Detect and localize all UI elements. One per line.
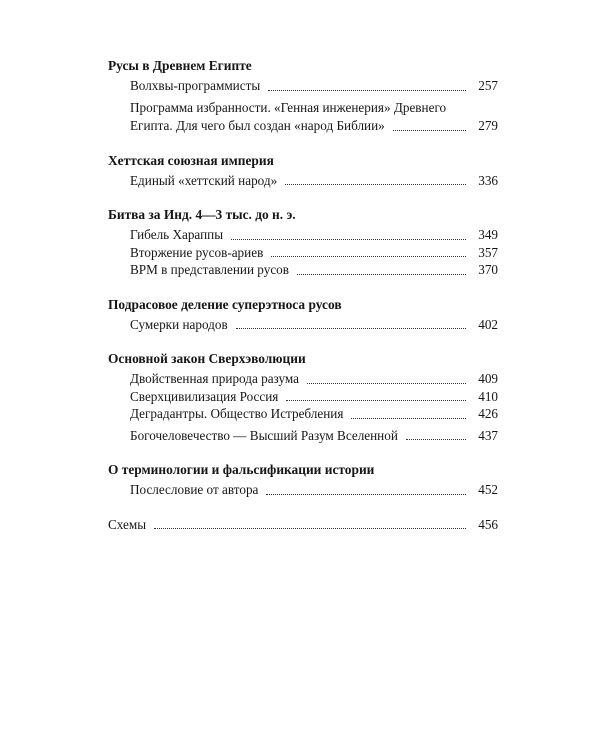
section-title: О терминологии и фальсификации истории	[108, 462, 375, 477]
toc-entry[interactable]	[130, 405, 498, 423]
page-number: 257	[478, 78, 498, 93]
page-number: 349	[478, 227, 498, 242]
toc-entry[interactable]	[130, 99, 498, 135]
page-number: 370	[478, 262, 498, 277]
page-number: 409	[478, 371, 498, 386]
page-number: 357	[478, 244, 498, 260]
dot-leader	[351, 418, 466, 419]
toc-entry[interactable]	[130, 370, 498, 388]
page-number: 402	[478, 316, 498, 332]
dot-leader	[307, 383, 466, 384]
toc-entry[interactable]	[130, 77, 498, 95]
section-title: Хеттская союзная империя	[108, 152, 274, 168]
toc-entry-schemes[interactable]	[108, 516, 498, 534]
entry-title-line-2: Египта. Для чего был создан «народ Библии»	[130, 117, 385, 133]
toc-section	[108, 57, 498, 135]
dot-leader	[406, 439, 466, 440]
dot-leader	[236, 328, 466, 329]
toc-entry[interactable]	[130, 388, 498, 406]
page-number: 336	[478, 172, 498, 188]
toc-entry[interactable]	[130, 226, 498, 244]
page-number: 456	[478, 516, 498, 532]
dot-leader	[231, 239, 466, 240]
toc-entry[interactable]	[130, 316, 498, 334]
table-of-contents	[108, 57, 498, 533]
entry-title: Сумерки народов	[130, 316, 228, 332]
toc-section	[108, 152, 498, 190]
dot-leader	[154, 528, 466, 529]
entry-title: Двойственная природа разума	[130, 371, 300, 386]
entry-title-line-1: Программа избранности. «Генная инженерия» Древнего	[130, 99, 447, 115]
page-number: 437	[478, 427, 498, 443]
toc-entry[interactable]	[130, 481, 498, 499]
entry-title: Схемы	[108, 516, 147, 532]
dot-leader	[285, 184, 466, 185]
toc-entry[interactable]	[130, 427, 498, 445]
section-title: Подрасовое деление суперэтноса русов	[108, 296, 342, 312]
toc-entry[interactable]	[130, 261, 498, 279]
dot-leader	[271, 256, 466, 257]
entry-title: Гибель Хараппы	[130, 227, 224, 242]
section-title: Основной закон Сверхэволюции	[108, 351, 306, 366]
dot-leader	[393, 130, 466, 131]
toc-section	[108, 461, 498, 499]
page-number: 426	[478, 406, 498, 421]
toc-section	[108, 206, 498, 279]
entry-title: Вторжение русов-ариев	[130, 244, 264, 260]
page-number: 452	[478, 482, 498, 497]
dot-leader	[266, 494, 466, 495]
entry-title: Волхвы-программисты	[130, 78, 261, 93]
entry-title: Единый «хеттский народ»	[130, 172, 278, 188]
page-number: 410	[478, 388, 498, 404]
section-title: Русы в Древнем Египте	[108, 58, 252, 73]
toc-entry[interactable]	[130, 244, 498, 262]
dot-leader	[268, 90, 466, 91]
page-number: 279	[478, 117, 498, 133]
entry-title: ВРМ в представлении русов	[130, 262, 289, 277]
toc-section	[108, 350, 498, 444]
entry-title: Богочеловечество — Высший Разум Вселенной	[130, 427, 398, 443]
section-title: Битва за Инд. 4—3 тыс. до н. э.	[108, 207, 296, 222]
dot-leader	[286, 400, 466, 401]
toc-entry[interactable]	[130, 172, 498, 190]
dot-leader	[297, 274, 466, 275]
entry-title: Сверхцивилизация Россия	[130, 388, 279, 404]
toc-section	[108, 296, 498, 334]
entry-title: Деградантры. Общество Истребления	[130, 406, 344, 421]
entry-title: Послесловие от автора	[130, 482, 259, 497]
